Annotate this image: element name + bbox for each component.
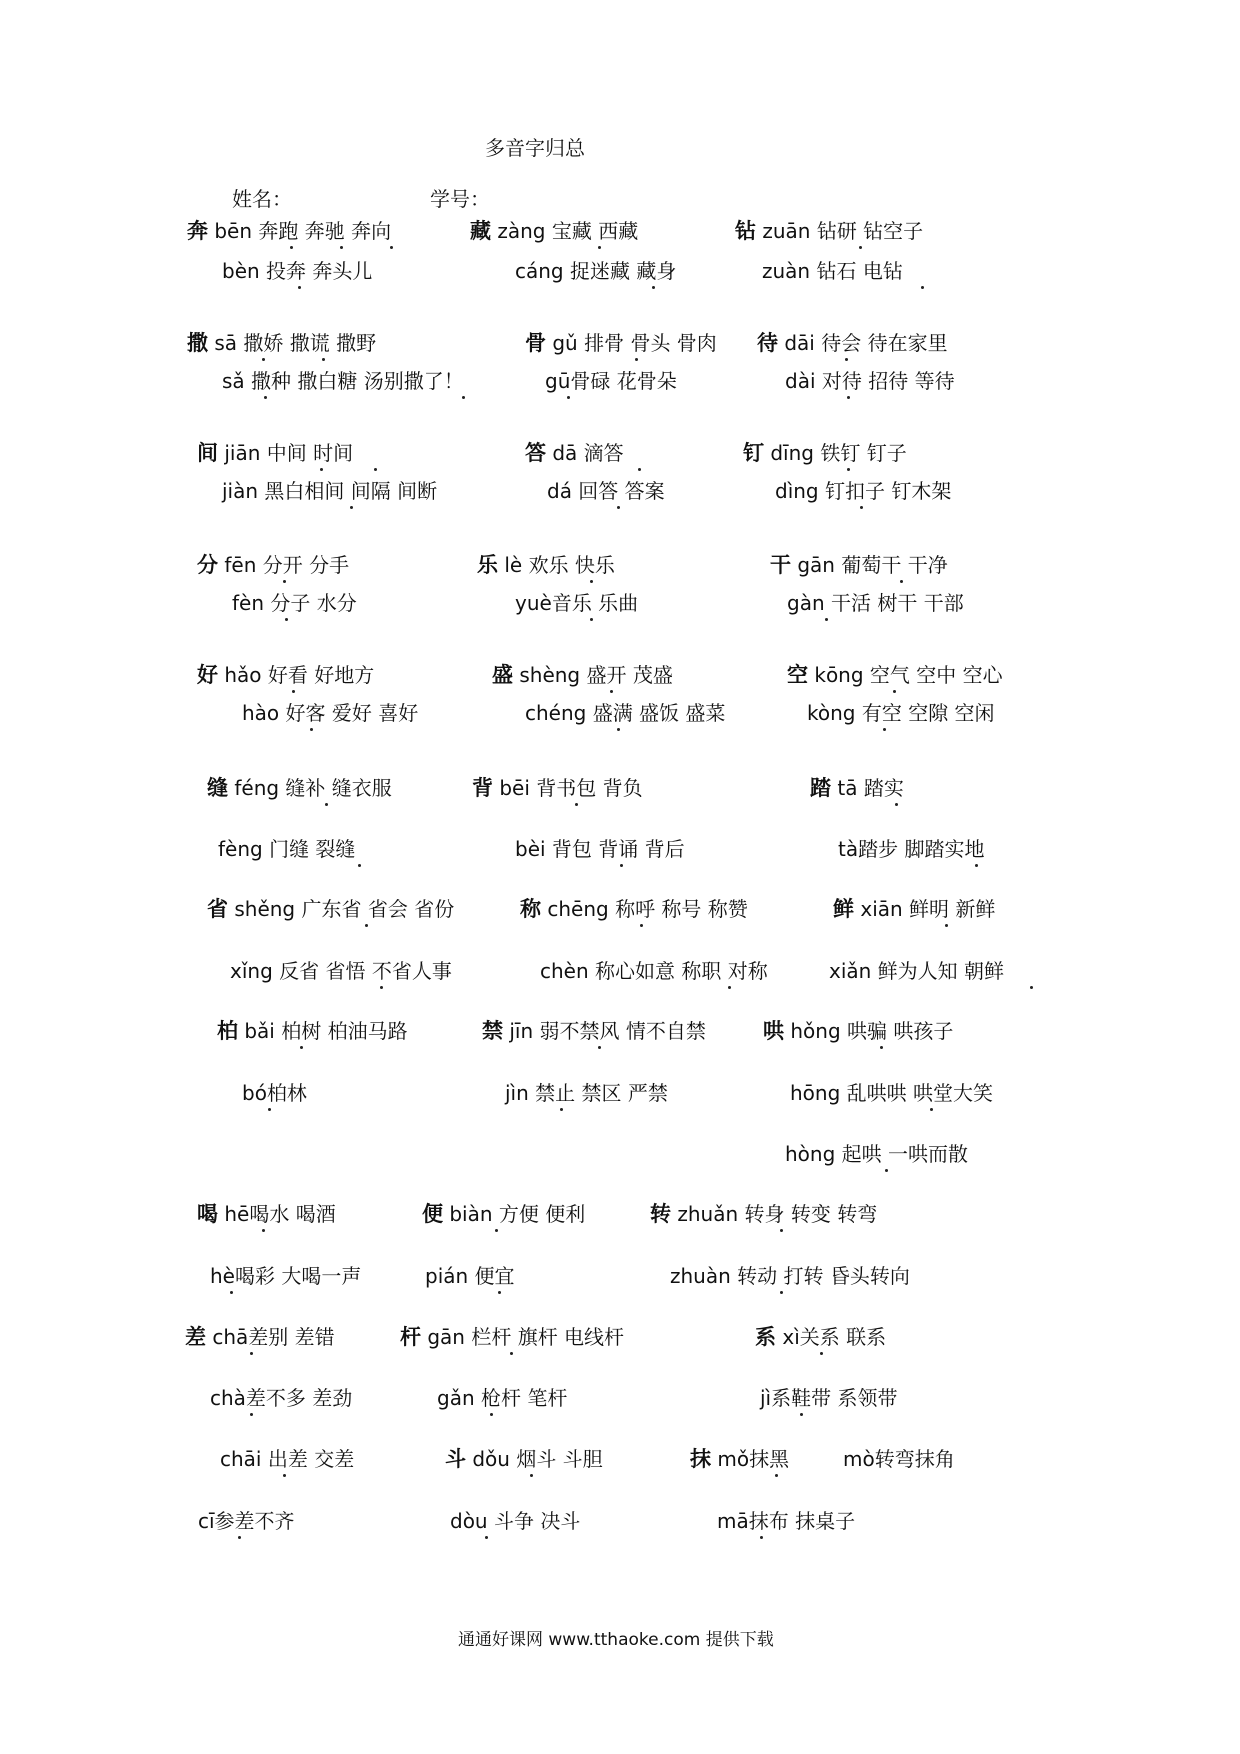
emphasis-dot [1030,986,1033,989]
entry-sheng2: 省 shěng 广东省 省会 省份 [207,897,455,921]
emphasis-dot [268,1108,271,1111]
entry-line: cáng 捉迷藏 藏身 [515,259,677,283]
entry-line: yuè音乐 乐曲 [515,591,639,615]
emphasis-dot [620,864,623,867]
emphasis-dot [598,1046,601,1049]
emphasis-dot [530,1474,533,1477]
entry-sheng: 盛 shèng 盛开 茂盛 [492,663,673,687]
emphasis-dot [250,1352,253,1355]
emphasis-dot [895,803,898,806]
entry-cheng: 称 chēng 称呼 称号 称赞 [520,897,748,921]
entry-le: 乐 lè 欢乐 快乐 [477,553,615,577]
entry-line: kòng 有空 空隙 空闲 [807,701,995,725]
emphasis-dot [845,358,848,361]
emphasis-dot [374,468,377,471]
emphasis-dot [290,246,293,249]
entry-line: fèn 分子 水分 [232,591,357,615]
emphasis-dot [847,396,850,399]
entry-line: xiǎn 鲜为人知 朝鲜 [829,959,1005,983]
entry-line: pián 便宜 [425,1264,515,1288]
emphasis-dot [640,924,643,927]
entry-line: jiàn 黑白相间 间隔 间断 [222,479,438,503]
emphasis-dot [498,1291,501,1294]
entry-ta: 踏 tā 踏实 [810,776,904,800]
emphasis-dot [900,580,903,583]
emphasis-dot [250,1413,253,1416]
emphasis-dot [495,1229,498,1232]
entry-xian: 鲜 xiān 鲜明 新鲜 [833,897,996,921]
entry-line: tà踏步 脚踏实地 [838,837,985,861]
entry-jian: 间 jiān 中间 时间 [197,441,354,465]
student-id-label: 学号： [430,187,490,211]
emphasis-dot [238,1536,241,1539]
entry-feng: 缝 féng 缝补 缝衣服 [207,776,392,800]
entry-line: bó柏林 [242,1081,307,1105]
entry-cang: 藏 zàng 宝藏 西藏 [470,219,639,243]
emphasis-dot [610,690,613,693]
emphasis-dot [847,468,850,471]
entry-bai: 柏 bǎi 柏树 柏油马路 [217,1019,408,1043]
emphasis-dot [883,728,886,731]
entry-line: xǐng 反省 省悟 不省人事 [230,959,452,983]
entry-line: dá 回答 答案 [547,479,665,503]
emphasis-dot [930,1108,933,1111]
entry-line: gū骨碌 花骨朵 [545,369,677,393]
entry-line: jìn 禁止 禁区 严禁 [505,1081,668,1105]
emphasis-dot [365,924,368,927]
entry-ben: 奔 bēn 奔跑 奔驰 奔向 [187,219,392,243]
emphasis-dot [310,728,313,731]
emphasis-dot [510,1352,513,1355]
name-label: 姓名： [232,187,292,211]
entry-line: hào 好客 爱好 喜好 [242,701,419,725]
emphasis-dot [292,690,295,693]
entry-line: zhuàn 转动 打转 昏头转向 [670,1264,910,1288]
emphasis-dot [820,1352,823,1355]
entry-line: dài 对待 招待 等待 [785,369,955,393]
emphasis-dot [264,396,267,399]
entry-zuan: 钻 zuān 钻研 钻空子 [735,219,924,243]
emphasis-dot [462,396,465,399]
emphasis-dot [617,506,620,509]
emphasis-dot [780,1229,783,1232]
entry-line: gàn 干活 树干 干部 [787,591,964,615]
entry-bei: 背 bēi 背书包 背负 [472,776,643,800]
emphasis-dot [780,1291,783,1294]
entry-dai: 待 dāi 待会 待在家里 [757,331,948,355]
emphasis-dot [340,246,343,249]
emphasis-dot [800,1413,803,1416]
emphasis-dot [358,864,361,867]
entry-zhuan: 转 zhuǎn 转身 转变 转弯 [650,1202,878,1226]
entry-line: hòng 起哄 一哄而散 [785,1142,968,1166]
emphasis-dot [298,286,301,289]
emphasis-dot [859,246,862,249]
emphasis-dot [590,618,593,621]
emphasis-dot [325,803,328,806]
emphasis-dot [893,690,896,693]
emphasis-dot [775,1474,778,1477]
emphasis-dot [880,1046,883,1049]
entry-line: chāi 出差 交差 [220,1447,355,1471]
emphasis-dot [590,580,593,583]
entry-gu: 骨 gǔ 排骨 骨头 骨肉 [525,331,717,355]
emphasis-dot [390,246,393,249]
page-title: 多音字归总 [485,136,585,160]
entry-line: sǎ 撒种 撒白糖 汤别撒了！ [222,369,464,393]
entry-gan: 干 gān 葡萄干 干净 [770,553,948,577]
emphasis-dot [283,580,286,583]
emphasis-dot [635,358,638,361]
emphasis-dot [262,358,265,361]
entry-line: bèn 投奔 奔头儿 [222,259,373,283]
emphasis-dot [350,506,353,509]
entry-da: 答 dā 滴答 [525,441,624,465]
entry-line: jì系鞋带 系领带 [760,1386,898,1410]
emphasis-dot [285,618,288,621]
entry-line: dòu 斗争 决斗 [450,1509,581,1533]
entry-line: mò转弯抹角 [843,1447,955,1471]
emphasis-dot [320,468,323,471]
emphasis-dot [652,286,655,289]
entry-line: cī参差不齐 [198,1509,295,1533]
entry-fen: 分 fēn 分开 分手 [197,553,350,577]
emphasis-dot [300,1046,303,1049]
entry-jin: 禁 jīn 弱不禁风 情不自禁 [482,1019,706,1043]
entry-gan2: 杆 gān 栏杆 旗杆 电线杆 [400,1325,625,1349]
emphasis-dot [825,618,828,621]
entry-line: zuàn 钻石 电钻 [762,259,903,283]
entry-bian: 便 biàn 方便 便利 [422,1202,586,1226]
emphasis-dot [230,1291,233,1294]
footer-text: 通通好课网 www.tthaoke.com 提供下载 [458,1630,774,1650]
emphasis-dot [860,506,863,509]
entry-line: hè喝彩 大喝一声 [210,1264,362,1288]
emphasis-dot [975,864,978,867]
emphasis-dot [283,1474,286,1477]
emphasis-dot [945,924,948,927]
emphasis-dot [617,728,620,731]
entry-line: gǎn 枪杆 笔杆 [437,1386,568,1410]
entry-line: bèi 背包 背诵 背后 [515,837,685,861]
entry-line: chà差不多 差劲 [210,1386,353,1410]
entry-mo: 抹 mǒ抹黑 [690,1447,790,1471]
emphasis-dot [485,1536,488,1539]
emphasis-dot [567,396,570,399]
entry-line: chéng 盛满 盛饭 盛菜 [525,701,726,725]
entry-line: dìng 钉扣子 钉木架 [775,479,952,503]
emphasis-dot [728,986,731,989]
entry-hao: 好 hǎo 好看 好地方 [197,663,375,687]
entry-ding: 钉 dīng 铁钉 钉子 [743,441,907,465]
entry-line: hōng 乱哄哄 哄堂大笑 [790,1081,993,1105]
entry-kong: 空 kōng 空气 空中 空心 [787,663,1003,687]
emphasis-dot [885,1169,888,1172]
entry-xi: 系 xì关系 联系 [755,1325,887,1349]
emphasis-dot [575,803,578,806]
entry-cha: 差 chā差别 差错 [185,1325,335,1349]
entry-he: 喝 hē喝水 喝酒 [197,1202,336,1226]
emphasis-dot [760,1536,763,1539]
emphasis-dot [638,468,641,471]
entry-line: chèn 称心如意 称职 对称 [540,959,768,983]
emphasis-dot [560,1108,563,1111]
entry-line: mā抹布 抹桌子 [717,1509,856,1533]
emphasis-dot [262,1229,265,1232]
entry-hong: 哄 hǒng 哄骗 哄孩子 [763,1019,954,1043]
emphasis-dot [598,246,601,249]
entry-dou: 斗 dǒu 烟斗 斗胆 [445,1447,603,1471]
emphasis-dot [380,986,383,989]
emphasis-dot [490,1413,493,1416]
entry-line: fèng 门缝 裂缝 [218,837,356,861]
emphasis-dot [921,286,924,289]
entry-sa: 撒 sā 撒娇 撒谎 撒野 [187,331,377,355]
emphasis-dot [322,358,325,361]
